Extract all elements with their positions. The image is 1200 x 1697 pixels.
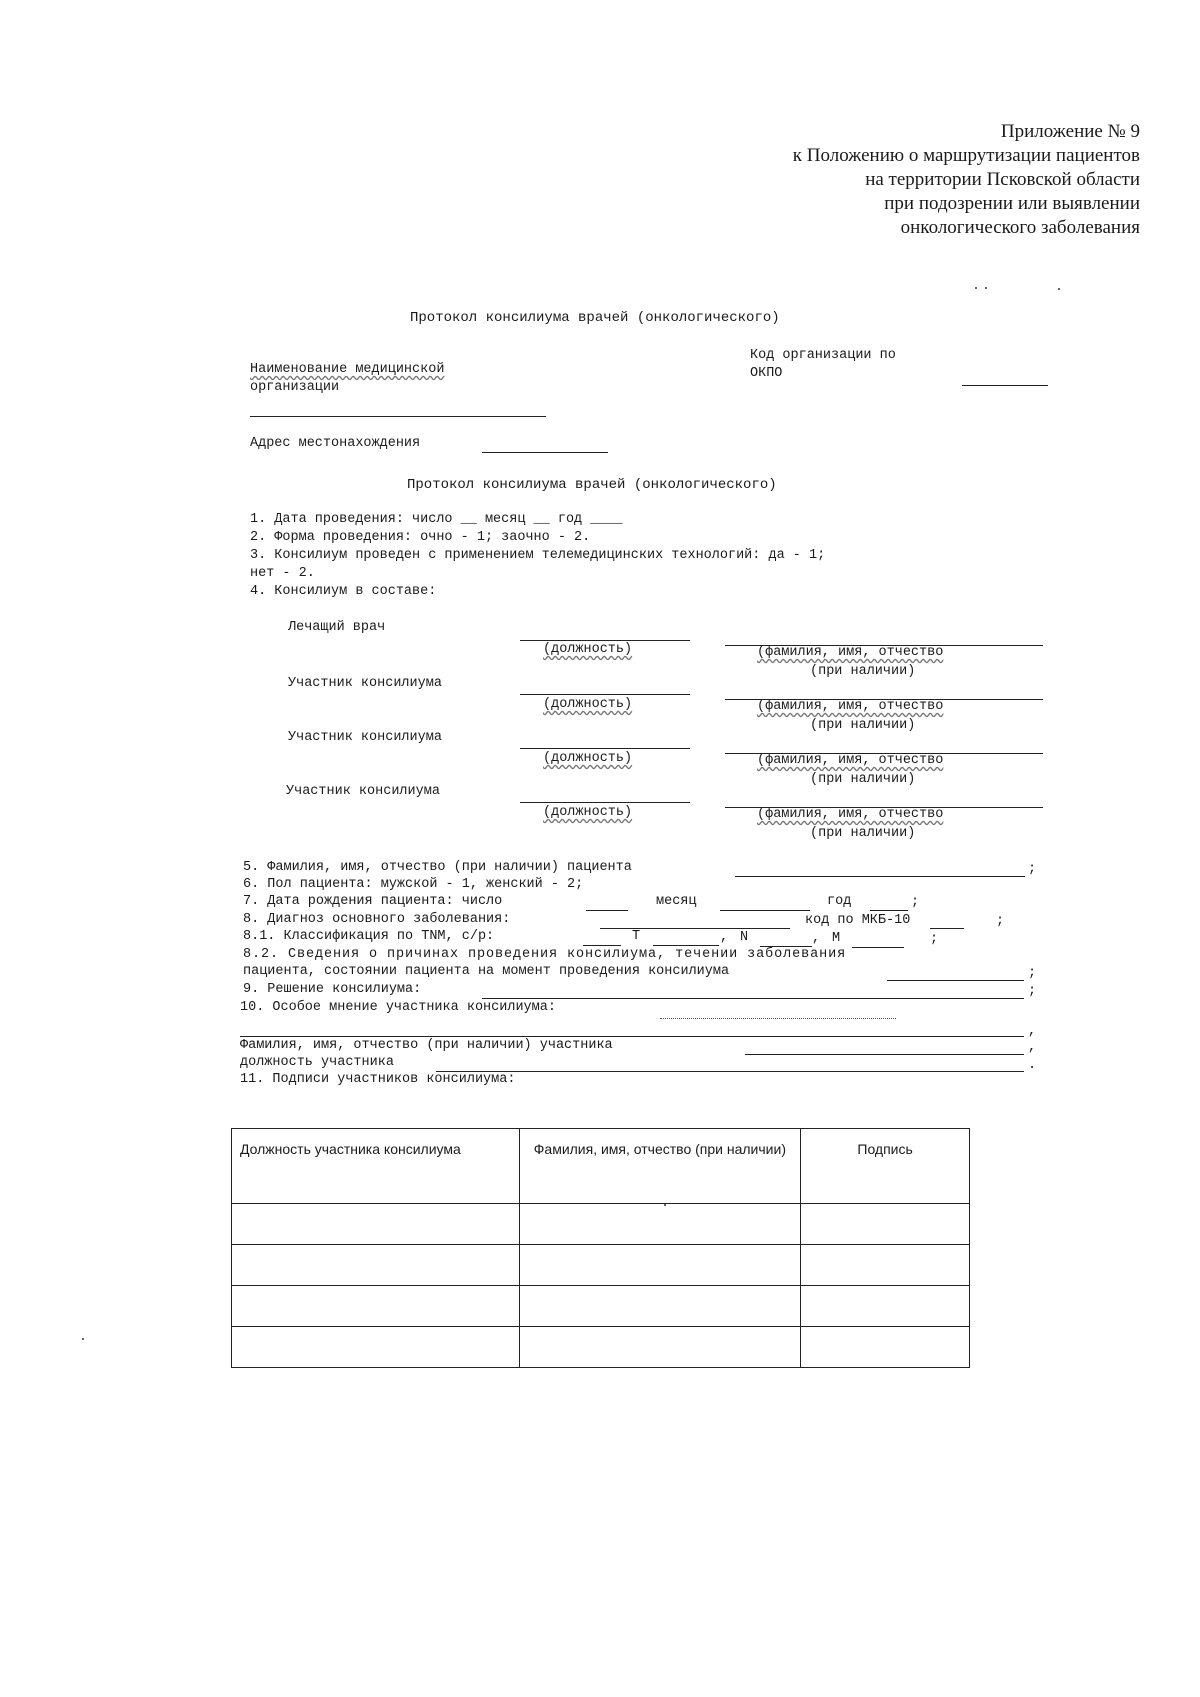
item-1-date: 1. Дата проведения: число __ месяц __ год ____ — [250, 512, 623, 527]
member-fio-label: Фамилия, имя, отчество (при наличии) участника — [240, 1038, 613, 1053]
icd10-field[interactable] — [930, 928, 964, 929]
item-3-telemed: 3. Консилиум проведен с применением телемедицинских технологий: да - 1; — [250, 548, 826, 563]
diagnosis-field[interactable] — [600, 928, 790, 929]
item-8-2-reasons-cont: пациента, состоянии пациента на момент проведения консилиума — [243, 964, 730, 979]
tnm-t-label: T — [632, 929, 641, 944]
item-10-dissent: 10. Особое мнение участника консилиума: — [240, 1000, 556, 1015]
appendix-line: на территории Псковской области — [865, 169, 1140, 190]
birth-month-label: месяц — [656, 894, 697, 909]
org-name-field[interactable] — [250, 416, 546, 417]
cell-signature[interactable] — [801, 1204, 970, 1245]
header-title: Протокол консилиума врачей (онкологического) — [410, 310, 780, 326]
cell-position[interactable] — [232, 1204, 520, 1245]
birth-day-field[interactable] — [586, 910, 628, 911]
fio-caption: (фамилия, имя, отчество — [757, 699, 944, 714]
item-8-1-tnm: 8.1. Классификация по TNM, с/р: — [243, 929, 495, 944]
fio-caption: (фамилия, имя, отчество — [757, 753, 944, 768]
decision-field[interactable] — [482, 998, 1024, 999]
table-row — [232, 1204, 970, 1245]
fio-caption-2: (при наличии) — [810, 664, 916, 679]
member-position-input[interactable] — [436, 1071, 1024, 1072]
fio-caption: (фамилия, имя, отчество — [757, 645, 944, 660]
patient-fio-field[interactable] — [735, 876, 1025, 877]
item-11-signatures: 11. Подписи участников консилиума: — [240, 1072, 516, 1087]
birth-year-label: год — [827, 894, 852, 909]
okpo-label: Код организации по — [750, 348, 896, 363]
appendix-number: Приложение № 9 — [1000, 121, 1140, 142]
comma: , — [1028, 1024, 1037, 1039]
tnm-n-label: N — [740, 930, 749, 945]
cell-fio[interactable] — [519, 1245, 801, 1286]
appendix-block — [793, 120, 1140, 240]
item-7-birth-label: 7. Дата рождения пациента: число — [243, 894, 503, 909]
reasons-field[interactable] — [887, 980, 1024, 981]
semicolon: ; — [930, 932, 939, 947]
semicolon: ; — [996, 914, 1005, 929]
col-header-signature: Подпись — [801, 1129, 970, 1204]
tnm-t-field[interactable] — [653, 945, 719, 946]
col-header-position: Должность участника консилиума — [232, 1129, 520, 1204]
table-row — [232, 1327, 970, 1368]
item-8-diagnosis: 8. Диагноз основного заболевания: — [243, 912, 511, 927]
cell-signature[interactable] — [801, 1327, 970, 1368]
cell-signature[interactable] — [801, 1245, 970, 1286]
scan-speck — [1058, 288, 1060, 290]
appendix-line: онкологического заболевания — [900, 217, 1140, 238]
birth-month-field[interactable] — [720, 910, 810, 911]
tnm-m-label: M — [832, 931, 841, 946]
scan-speck — [985, 287, 987, 289]
birth-year-field[interactable] — [870, 910, 908, 911]
tnm-m-field[interactable] — [852, 947, 904, 948]
scan-speck — [975, 287, 977, 289]
form-title: Протокол консилиума врачей (онкологического) — [407, 477, 777, 493]
fio-caption: (фамилия, имя, отчество — [757, 807, 944, 822]
address-label: Адрес местонахождения — [250, 436, 421, 451]
appendix-line: к Положению о маршрутизации пациентов — [792, 145, 1140, 166]
cell-signature[interactable] — [801, 1286, 970, 1327]
fio-caption-2: (при наличии) — [810, 718, 916, 733]
cell-position[interactable] — [232, 1327, 520, 1368]
semicolon: ; — [911, 895, 920, 910]
item-6-sex: 6. Пол пациента: мужской - 1, женский - 2; — [243, 877, 584, 892]
item-2-form: 2. Форма проведения: очно - 1; заочно - 2. — [250, 530, 591, 545]
member-position-field[interactable] — [520, 694, 690, 695]
cell-position[interactable] — [232, 1245, 520, 1286]
item-9-decision: 9. Решение консилиума: — [243, 982, 422, 997]
org-name-label: Наименование медицинской — [250, 362, 445, 377]
item-8-2-reasons: 8.2. Сведения о причинах проведения консилиума, течении заболевания — [243, 947, 847, 962]
position-caption: (должность) — [543, 805, 633, 820]
member-label: Участник консилиума — [288, 676, 442, 691]
okpo-label-2: ОКПО — [750, 366, 783, 381]
item-3-telemed-cont: нет - 2. — [250, 566, 315, 581]
item-4-composition: 4. Консилиум в составе: — [250, 584, 437, 599]
dissent-field[interactable] — [660, 1018, 896, 1019]
scan-speck — [82, 1338, 84, 1340]
position-caption: (должность) — [543, 697, 633, 712]
fio-caption-2: (при наличии) — [810, 772, 916, 787]
tnm-cp-field[interactable] — [583, 945, 621, 946]
member-position-label: должность участника — [240, 1055, 394, 1070]
table-row — [232, 1245, 970, 1286]
cell-fio[interactable] — [519, 1327, 801, 1368]
item-5-patient-fio: 5. Фамилия, имя, отчество (при наличии) пациента — [243, 860, 632, 875]
comma: , — [812, 931, 821, 946]
attending-position-field[interactable] — [520, 640, 690, 641]
signatures-table — [231, 1128, 970, 1368]
cell-fio[interactable] — [519, 1204, 801, 1245]
table-row — [232, 1286, 970, 1327]
cell-position[interactable] — [232, 1286, 520, 1327]
member-fio-input[interactable] — [745, 1054, 1024, 1055]
cell-fio[interactable] — [519, 1286, 801, 1327]
scan-speck — [664, 1204, 666, 1206]
member-position-field[interactable] — [520, 802, 690, 803]
fio-caption-2: (при наличии) — [810, 826, 916, 841]
period: . — [1028, 1058, 1037, 1073]
dissent-field-2[interactable] — [240, 1036, 1024, 1037]
position-caption: (должность) — [543, 751, 633, 766]
comma: , — [720, 930, 729, 945]
member-position-field[interactable] — [520, 748, 690, 749]
position-caption: (должность) — [543, 642, 633, 657]
semicolon: ; — [1028, 966, 1037, 981]
col-header-fio: Фамилия, имя, отчество (при наличии) — [519, 1129, 801, 1204]
org-name-label-2: организации — [250, 380, 340, 395]
comma: , — [1028, 1040, 1037, 1055]
appendix-line: при подозрении или выявлении — [884, 193, 1140, 214]
attending-doctor-label: Лечащий врач — [288, 620, 386, 635]
semicolon: ; — [1028, 862, 1037, 877]
member-label: Участник консилиума — [288, 730, 442, 745]
table-header-row — [232, 1129, 970, 1204]
address-field[interactable] — [482, 452, 608, 453]
semicolon: ; — [1028, 984, 1037, 999]
okpo-field[interactable] — [962, 385, 1048, 386]
icd10-label: код по МКБ-10 — [805, 913, 911, 928]
member-label: Участник консилиума — [286, 784, 440, 799]
